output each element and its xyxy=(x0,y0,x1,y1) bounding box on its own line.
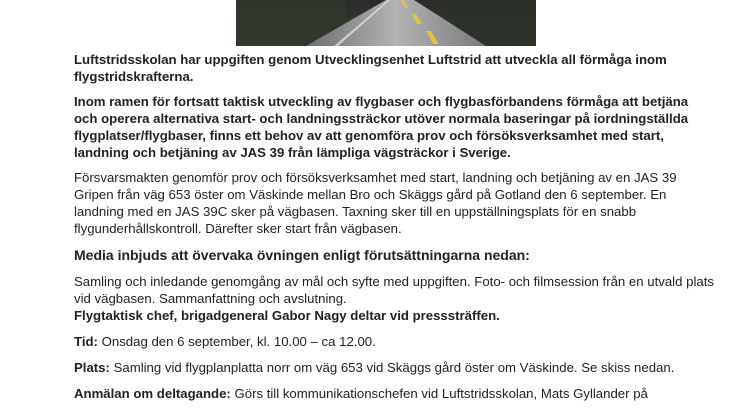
tid-line xyxy=(74,333,714,350)
press-release-body xyxy=(74,51,714,411)
intro-paragraph-2: Inom ramen för fortsatt taktisk utveckling av flygbaser och flygbasförbandens förmåga att betjäna och operera alternativa start- och landningssträckor utöver normala baseringar på iordningställda flygplatser/flygbaser, finns ett behov av att genomföra prov och försöksverksamhet med start, landning och betjäning av JAS 39 från lämpliga vägsträckor i Sverige. xyxy=(74,94,689,160)
road-photo-icon xyxy=(236,0,536,46)
media-heading: Media inbjuds att övervaka övningen enligt förutsättningarna nedan: xyxy=(74,247,530,263)
tid-label: Tid: xyxy=(74,334,98,349)
media-text: Samling och inledande genomgång av mål och syfte med uppgiften. Foto- och filmsession från en utvald plats vid vägbasen. Sammanfattning och avslutning. xyxy=(74,274,714,306)
anmalan-value: Görs till kommunikationschefen vid Luftstridsskolan, Mats Gyllander på xyxy=(230,386,648,401)
anmalan-label: Anmälan om deltagande: xyxy=(74,386,231,401)
intro-paragraph-1: Luftstridsskolan har uppgiften genom Utvecklingsenhet Luftstrid att utveckla all förmåga inom flygstridskrafterna. xyxy=(74,52,667,84)
plats-line xyxy=(74,359,714,376)
plats-label: Plats: xyxy=(74,360,110,375)
body-paragraph: Försvarsmakten genomför prov och försöksverksamhet med start, landning och betjäning av en JAS 39 Gripen från väg 653 öster om Väskinde mellan Bro och Skäggs gård på Gotland den 6 september. En landning med en JAS 39C sker på vägbasen. Taxning sker till en uppställningsplats för en snabb flygunderhållskontroll. Därefter sker start från vägbasen. xyxy=(74,170,677,236)
plats-value: Samling vid flygplanplatta norr om väg 653 vid Skäggs gård öster om Väskinde. Se skiss nedan. xyxy=(109,360,675,375)
media-chief: Flygtaktisk chef, brigadgeneral Gabor Nagy deltar vid presssträffen. xyxy=(74,308,500,323)
road-photo xyxy=(236,0,536,46)
media-block xyxy=(74,273,714,324)
anmalan-line xyxy=(74,385,714,402)
tid-value: Onsdag den 6 september, kl. 10.00 – ca 12.00. xyxy=(97,334,376,349)
